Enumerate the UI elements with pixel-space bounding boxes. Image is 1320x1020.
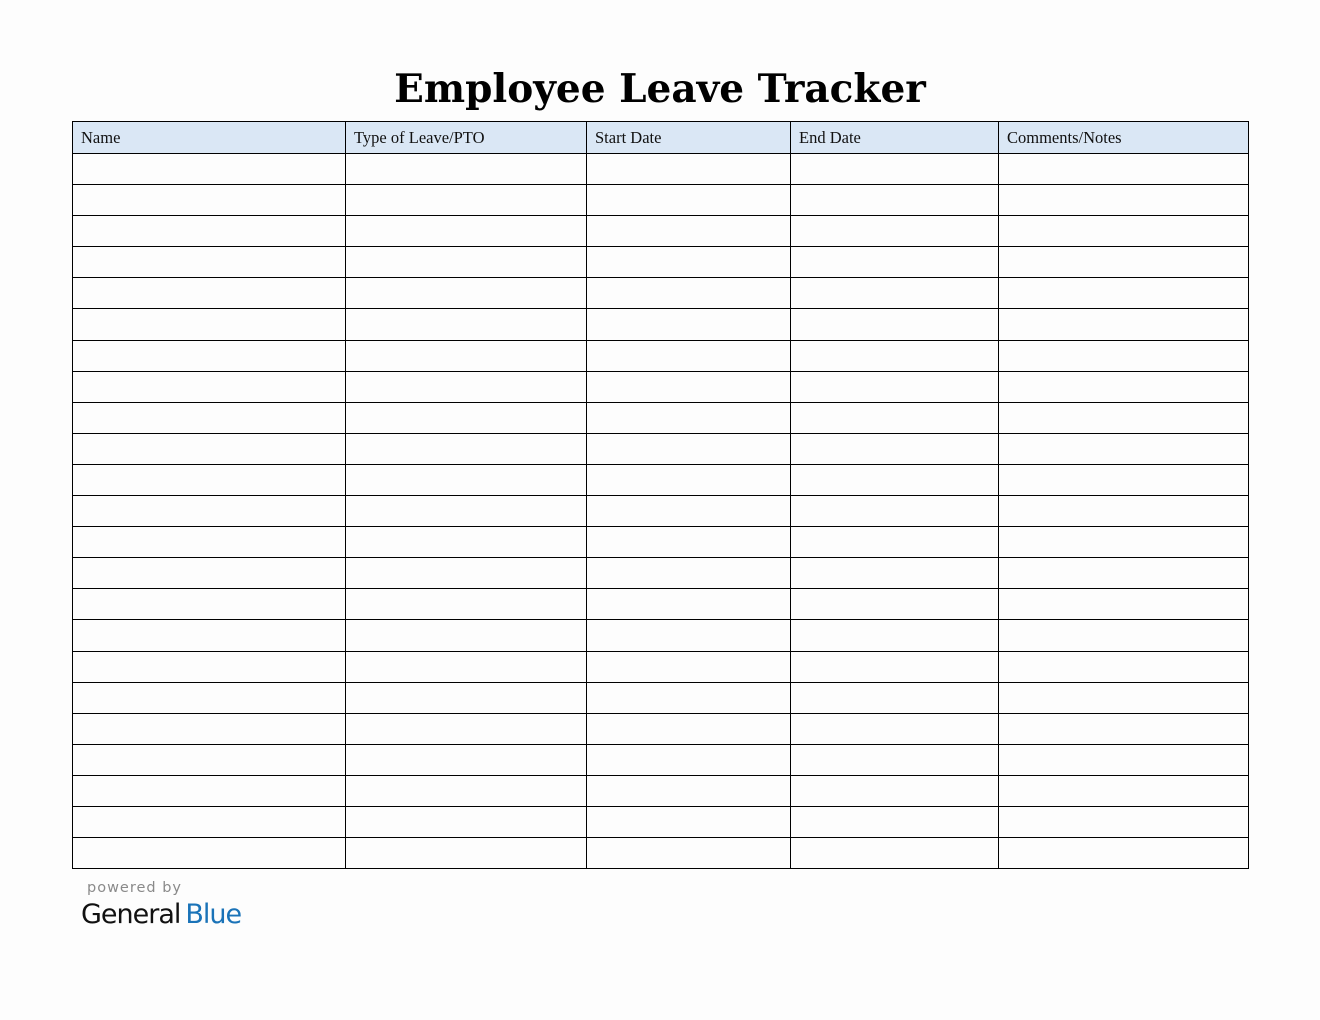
- cell-start-date[interactable]: [587, 371, 791, 402]
- cell-start-date[interactable]: [587, 278, 791, 309]
- cell-leave-type[interactable]: [346, 216, 587, 247]
- table-row: [73, 682, 1249, 713]
- table-row: [73, 838, 1249, 869]
- cell-leave-type[interactable]: [346, 309, 587, 340]
- cell-start-date[interactable]: [587, 216, 791, 247]
- cell-name[interactable]: [73, 651, 346, 682]
- table-row: [73, 775, 1249, 806]
- table-row: [73, 371, 1249, 402]
- cell-end-date[interactable]: [791, 651, 999, 682]
- cell-leave-type[interactable]: [346, 278, 587, 309]
- cell-comments[interactable]: [999, 496, 1249, 527]
- cell-name[interactable]: [73, 371, 346, 402]
- table-row: [73, 651, 1249, 682]
- logo-blue: Blue: [185, 899, 242, 930]
- cell-comments[interactable]: [999, 682, 1249, 713]
- cell-end-date[interactable]: [791, 247, 999, 278]
- cell-end-date[interactable]: [791, 216, 999, 247]
- table-row: [73, 713, 1249, 744]
- cell-start-date[interactable]: [587, 713, 791, 744]
- cell-comments[interactable]: [999, 433, 1249, 464]
- cell-start-date[interactable]: [587, 620, 791, 651]
- column-header-comments: Comments/Notes: [999, 122, 1249, 154]
- cell-name[interactable]: [73, 247, 346, 278]
- cell-comments[interactable]: [999, 464, 1249, 495]
- cell-name[interactable]: [73, 309, 346, 340]
- cell-end-date[interactable]: [791, 806, 999, 837]
- cell-leave-type[interactable]: [346, 371, 587, 402]
- cell-comments[interactable]: [999, 247, 1249, 278]
- cell-end-date[interactable]: [791, 433, 999, 464]
- table-row: [73, 620, 1249, 651]
- cell-leave-type[interactable]: [346, 589, 587, 620]
- cell-start-date[interactable]: [587, 340, 791, 371]
- table-row: [73, 527, 1249, 558]
- generalblue-logo: [81, 899, 241, 930]
- cell-leave-type[interactable]: [346, 496, 587, 527]
- table-row: [73, 744, 1249, 775]
- table-row: [73, 154, 1249, 185]
- cell-start-date[interactable]: [587, 402, 791, 433]
- table-row: [73, 278, 1249, 309]
- cell-end-date[interactable]: [791, 620, 999, 651]
- cell-end-date[interactable]: [791, 589, 999, 620]
- cell-start-date[interactable]: [587, 464, 791, 495]
- cell-name[interactable]: [73, 713, 346, 744]
- cell-comments[interactable]: [999, 216, 1249, 247]
- cell-start-date[interactable]: [587, 309, 791, 340]
- table-header-row: [73, 122, 1249, 154]
- table-row: [73, 496, 1249, 527]
- cell-name[interactable]: [73, 340, 346, 371]
- column-header-name: Name: [73, 122, 346, 154]
- cell-name[interactable]: [73, 620, 346, 651]
- cell-name[interactable]: [73, 775, 346, 806]
- cell-name[interactable]: [73, 558, 346, 589]
- cell-start-date[interactable]: [587, 589, 791, 620]
- cell-leave-type[interactable]: [346, 682, 587, 713]
- cell-start-date[interactable]: [587, 558, 791, 589]
- cell-end-date[interactable]: [791, 185, 999, 216]
- cell-start-date[interactable]: [587, 154, 791, 185]
- page-title: Employee Leave Tracker: [394, 66, 926, 112]
- cell-name[interactable]: [73, 527, 346, 558]
- cell-end-date[interactable]: [791, 558, 999, 589]
- cell-leave-type[interactable]: [346, 340, 587, 371]
- cell-comments[interactable]: [999, 620, 1249, 651]
- table-row: [73, 340, 1249, 371]
- logo-general: General: [81, 899, 181, 930]
- cell-comments[interactable]: [999, 340, 1249, 371]
- cell-start-date[interactable]: [587, 433, 791, 464]
- cell-leave-type[interactable]: [346, 154, 587, 185]
- column-header-end-date: End Date: [791, 122, 999, 154]
- table-row: [73, 309, 1249, 340]
- cell-comments[interactable]: [999, 806, 1249, 837]
- cell-end-date[interactable]: [791, 527, 999, 558]
- cell-start-date[interactable]: [587, 838, 791, 869]
- cell-end-date[interactable]: [791, 154, 999, 185]
- cell-end-date[interactable]: [791, 402, 999, 433]
- table-row: [73, 806, 1249, 837]
- cell-start-date[interactable]: [587, 247, 791, 278]
- table-row: [73, 464, 1249, 495]
- cell-name[interactable]: [73, 682, 346, 713]
- cell-leave-type[interactable]: [346, 838, 587, 869]
- cell-start-date[interactable]: [587, 185, 791, 216]
- cell-comments[interactable]: [999, 589, 1249, 620]
- cell-start-date[interactable]: [587, 527, 791, 558]
- cell-end-date[interactable]: [791, 309, 999, 340]
- cell-leave-type[interactable]: [346, 185, 587, 216]
- cell-name[interactable]: [73, 154, 346, 185]
- cell-name[interactable]: [73, 185, 346, 216]
- cell-comments[interactable]: [999, 278, 1249, 309]
- column-header-start-date: Start Date: [587, 122, 791, 154]
- cell-comments[interactable]: [999, 185, 1249, 216]
- cell-end-date[interactable]: [791, 682, 999, 713]
- cell-end-date[interactable]: [791, 464, 999, 495]
- cell-comments[interactable]: [999, 309, 1249, 340]
- cell-leave-type[interactable]: [346, 806, 587, 837]
- cell-leave-type[interactable]: [346, 402, 587, 433]
- cell-comments[interactable]: [999, 838, 1249, 869]
- cell-end-date[interactable]: [791, 278, 999, 309]
- cell-name[interactable]: [73, 464, 346, 495]
- cell-start-date[interactable]: [587, 806, 791, 837]
- cell-end-date[interactable]: [791, 340, 999, 371]
- column-header-leave-type: Type of Leave/PTO: [346, 122, 587, 154]
- cell-end-date[interactable]: [791, 744, 999, 775]
- cell-comments[interactable]: [999, 775, 1249, 806]
- cell-start-date[interactable]: [587, 651, 791, 682]
- cell-name[interactable]: [73, 838, 346, 869]
- cell-name[interactable]: [73, 402, 346, 433]
- cell-leave-type[interactable]: [346, 713, 587, 744]
- cell-start-date[interactable]: [587, 744, 791, 775]
- cell-leave-type[interactable]: [346, 527, 587, 558]
- cell-end-date[interactable]: [791, 496, 999, 527]
- cell-leave-type[interactable]: [346, 775, 587, 806]
- cell-leave-type[interactable]: [346, 433, 587, 464]
- table-row: [73, 216, 1249, 247]
- cell-name[interactable]: [73, 496, 346, 527]
- cell-end-date[interactable]: [791, 775, 999, 806]
- table-body: [73, 154, 1249, 869]
- table-row: [73, 589, 1249, 620]
- powered-by-label: powered by: [87, 880, 183, 896]
- leave-tracker-table: [72, 121, 1249, 869]
- cell-start-date[interactable]: [587, 775, 791, 806]
- cell-start-date[interactable]: [587, 496, 791, 527]
- cell-leave-type[interactable]: [346, 247, 587, 278]
- cell-leave-type[interactable]: [346, 744, 587, 775]
- cell-comments[interactable]: [999, 371, 1249, 402]
- table-row: [73, 558, 1249, 589]
- cell-start-date[interactable]: [587, 682, 791, 713]
- table-row: [73, 402, 1249, 433]
- cell-end-date[interactable]: [791, 371, 999, 402]
- cell-comments[interactable]: [999, 154, 1249, 185]
- cell-comments[interactable]: [999, 744, 1249, 775]
- table-row: [73, 247, 1249, 278]
- cell-name[interactable]: [73, 744, 346, 775]
- cell-leave-type[interactable]: [346, 651, 587, 682]
- cell-name[interactable]: [73, 216, 346, 247]
- cell-name[interactable]: [73, 589, 346, 620]
- cell-name[interactable]: [73, 278, 346, 309]
- table-row: [73, 433, 1249, 464]
- cell-comments[interactable]: [999, 651, 1249, 682]
- cell-leave-type[interactable]: [346, 620, 587, 651]
- cell-comments[interactable]: [999, 713, 1249, 744]
- cell-comments[interactable]: [999, 527, 1249, 558]
- cell-end-date[interactable]: [791, 713, 999, 744]
- cell-comments[interactable]: [999, 402, 1249, 433]
- cell-leave-type[interactable]: [346, 558, 587, 589]
- cell-name[interactable]: [73, 433, 346, 464]
- cell-end-date[interactable]: [791, 838, 999, 869]
- cell-name[interactable]: [73, 806, 346, 837]
- table-row: [73, 185, 1249, 216]
- cell-leave-type[interactable]: [346, 464, 587, 495]
- cell-comments[interactable]: [999, 558, 1249, 589]
